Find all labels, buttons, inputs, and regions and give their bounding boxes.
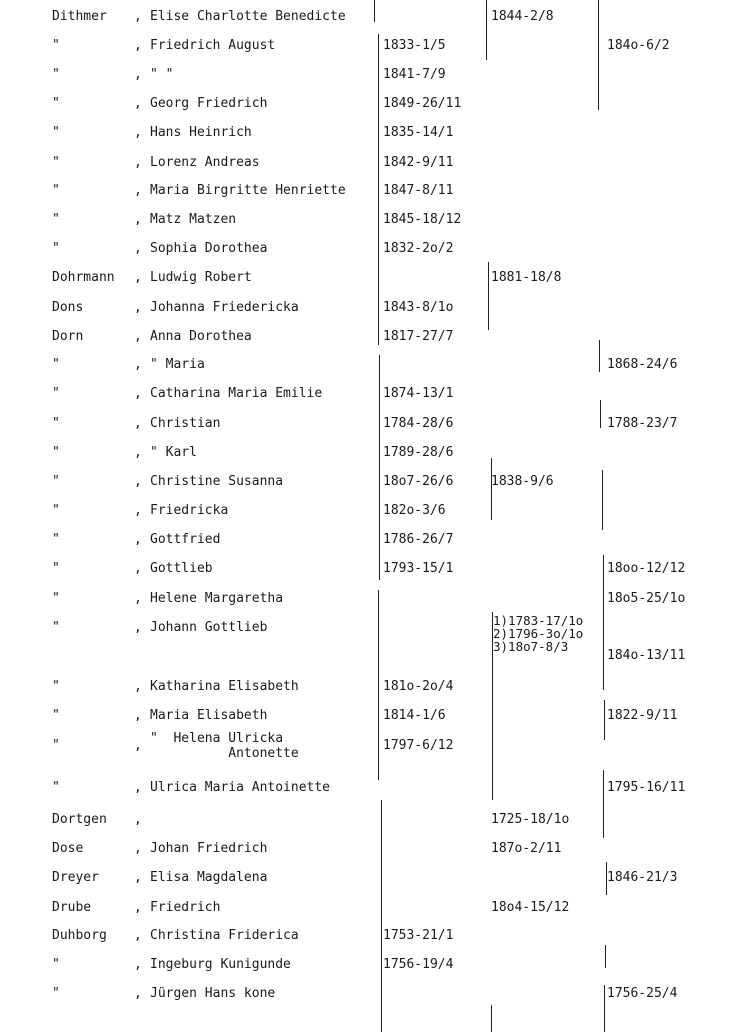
given-name-cell: " Helena Ulricka Antonette xyxy=(150,731,299,761)
given-name-cell: Gottfried xyxy=(150,532,221,547)
surname-cell: " xyxy=(52,67,60,82)
given-name-cell: Ludwig Robert xyxy=(150,270,252,285)
separator-comma: , xyxy=(134,957,142,972)
surname-cell: " xyxy=(52,503,60,518)
separator-comma: , xyxy=(134,591,142,606)
event-date-cell: 1838-9/6 xyxy=(491,474,554,489)
birth-date-cell: 1843-8/1o xyxy=(383,300,454,315)
surname-cell: " xyxy=(52,591,60,606)
given-name-cell: Elisa Magdalena xyxy=(150,870,268,885)
death-date-cell: 1846-21/3 xyxy=(607,870,678,885)
surname-cell: Dons xyxy=(52,300,84,315)
separator-comma: , xyxy=(134,212,142,227)
given-name-cell: Friedrich August xyxy=(150,38,276,53)
separator-comma: , xyxy=(134,928,142,943)
death-date-cell: 184o-13/11 xyxy=(607,648,686,663)
surname-cell: " xyxy=(52,125,60,140)
event-date-cell: 18o4-15/12 xyxy=(491,900,570,915)
column-rule xyxy=(488,262,489,330)
event-date-cell: 187o-2/11 xyxy=(491,841,562,856)
given-name-cell: Johan Friedrich xyxy=(150,841,268,856)
birth-date-cell: 1849-26/11 xyxy=(383,96,462,111)
birth-date-cell: 1833-1/5 xyxy=(383,38,446,53)
separator-comma: , xyxy=(134,155,142,170)
event-date-cell: 1)1783-17/1o 2)1796-3o/1o 3)18o7-8/3 xyxy=(493,613,584,654)
separator-comma: , xyxy=(134,986,142,1001)
given-name-cell: Johann Gottlieb xyxy=(150,620,268,635)
given-name-cell: Hans Heinrich xyxy=(150,125,252,140)
given-name-cell: Helene Margaretha xyxy=(150,591,284,606)
column-rule xyxy=(379,355,380,580)
column-rule xyxy=(600,400,601,428)
separator-comma: , xyxy=(134,38,142,53)
given-name-cell: " " xyxy=(150,67,174,82)
separator-comma: , xyxy=(134,679,142,694)
separator-comma: , xyxy=(134,67,142,82)
separator-comma: , xyxy=(134,125,142,140)
death-date-cell: 1868-24/6 xyxy=(607,357,678,372)
birth-date-cell: 1845-18/12 xyxy=(383,212,462,227)
separator-comma: , xyxy=(134,300,142,315)
separator-comma: , xyxy=(134,738,142,753)
given-name-cell: Christina Friderica xyxy=(150,928,299,943)
given-name-cell: " Karl xyxy=(150,445,197,460)
separator-comma: , xyxy=(134,780,142,795)
separator-comma: , xyxy=(134,416,142,431)
separator-comma: , xyxy=(134,900,142,915)
surname-cell: " xyxy=(52,957,60,972)
birth-date-cell: 1797-6/12 xyxy=(383,738,454,753)
separator-comma: , xyxy=(134,9,142,24)
birth-date-cell: 1817-27/7 xyxy=(383,329,454,344)
surname-cell: Dose xyxy=(52,841,84,856)
given-name-cell: Ingeburg Kunigunde xyxy=(150,957,291,972)
surname-cell: " xyxy=(52,620,60,635)
death-date-cell: 1788-23/7 xyxy=(607,416,678,431)
given-name-cell: " Maria xyxy=(150,357,205,372)
death-date-cell: 18oo-12/12 xyxy=(607,561,686,576)
death-date-cell: 1822-9/11 xyxy=(607,708,678,723)
separator-comma: , xyxy=(134,812,142,827)
given-name-cell: Anna Dorothea xyxy=(150,329,252,344)
given-name-cell: Christian xyxy=(150,416,221,431)
given-name-cell: Christine Susanna xyxy=(150,474,284,489)
surname-cell: " xyxy=(52,738,60,753)
surname-cell: " xyxy=(52,679,60,694)
column-rule xyxy=(486,0,487,60)
given-name-cell: Johanna Friedericka xyxy=(150,300,299,315)
event-date-cell: 1881-18/8 xyxy=(491,270,562,285)
surname-cell: " xyxy=(52,445,60,460)
surname-cell: " xyxy=(52,986,60,1001)
separator-comma: , xyxy=(134,841,142,856)
birth-date-cell: 1841-7/9 xyxy=(383,67,446,82)
separator-comma: , xyxy=(134,561,142,576)
column-rule xyxy=(378,34,379,345)
given-name-cell: Katharina Elisabeth xyxy=(150,679,299,694)
birth-date-cell: 1835-14/1 xyxy=(383,125,454,140)
birth-date-cell: 1832-2o/2 xyxy=(383,241,454,256)
column-rule xyxy=(605,945,606,968)
surname-cell: " xyxy=(52,561,60,576)
separator-comma: , xyxy=(134,445,142,460)
surname-cell: " xyxy=(52,183,60,198)
separator-comma: , xyxy=(134,270,142,285)
surname-cell: " xyxy=(52,780,60,795)
surname-cell: " xyxy=(52,357,60,372)
column-rule xyxy=(491,1005,492,1032)
column-rule xyxy=(603,770,604,838)
event-date-cell: 1844-2/8 xyxy=(491,9,554,24)
surname-cell: " xyxy=(52,708,60,723)
birth-date-cell: 1814-1/6 xyxy=(383,708,446,723)
event-date-cell: 1725-18/1o xyxy=(491,812,570,827)
separator-comma: , xyxy=(134,708,142,723)
separator-comma: , xyxy=(134,503,142,518)
given-name-cell: Sophia Dorothea xyxy=(150,241,268,256)
column-rule xyxy=(602,470,603,530)
death-date-cell: 184o-6/2 xyxy=(607,38,670,53)
birth-date-cell: 1847-8/11 xyxy=(383,183,454,198)
column-rule xyxy=(599,340,600,372)
surname-cell: Dreyer xyxy=(52,870,99,885)
separator-comma: , xyxy=(134,532,142,547)
separator-comma: , xyxy=(134,474,142,489)
birth-date-cell: 1786-26/7 xyxy=(383,532,454,547)
separator-comma: , xyxy=(134,183,142,198)
column-rule xyxy=(378,590,379,780)
surname-cell: " xyxy=(52,212,60,227)
birth-date-cell: 1842-9/11 xyxy=(383,155,454,170)
given-name-cell: Gottlieb xyxy=(150,561,213,576)
surname-cell: Dithmer xyxy=(52,9,107,24)
column-rule xyxy=(491,458,492,520)
surname-cell: " xyxy=(52,96,60,111)
birth-date-cell: 1756-19/4 xyxy=(383,957,454,972)
surname-cell: " xyxy=(52,474,60,489)
separator-comma: , xyxy=(134,870,142,885)
column-rule xyxy=(604,700,605,740)
birth-date-cell: 1753-21/1 xyxy=(383,928,454,943)
column-rule xyxy=(604,985,605,1032)
birth-date-cell: 1793-15/1 xyxy=(383,561,454,576)
surname-cell: Dorn xyxy=(52,329,84,344)
surname-cell: " xyxy=(52,386,60,401)
birth-date-cell: 1874-13/1 xyxy=(383,386,454,401)
death-date-cell: 1756-25/4 xyxy=(607,986,678,1001)
given-name-cell: Maria Elisabeth xyxy=(150,708,268,723)
birth-date-cell: 181o-2o/4 xyxy=(383,679,454,694)
birth-date-cell: 1789-28/6 xyxy=(383,445,454,460)
surname-cell: " xyxy=(52,416,60,431)
surname-cell: " xyxy=(52,38,60,53)
surname-cell: Duhborg xyxy=(52,928,107,943)
column-rule xyxy=(598,0,599,110)
death-date-cell: 18o5-25/1o xyxy=(607,591,686,606)
surname-cell: " xyxy=(52,241,60,256)
given-name-cell: Lorenz Andreas xyxy=(150,155,260,170)
column-rule xyxy=(381,800,382,1032)
birth-date-cell: 182o-3/6 xyxy=(383,503,446,518)
given-name-cell: Matz Matzen xyxy=(150,212,237,227)
given-name-cell: Friedrich xyxy=(150,900,221,915)
given-name-cell: Georg Friedrich xyxy=(150,96,268,111)
surname-cell: " xyxy=(52,532,60,547)
surname-cell: Drube xyxy=(52,900,92,915)
separator-comma: , xyxy=(134,241,142,256)
surname-cell: Dortgen xyxy=(52,812,107,827)
separator-comma: , xyxy=(134,386,142,401)
column-rule xyxy=(603,555,604,690)
given-name-cell: Ulrica Maria Antoinette xyxy=(150,780,331,795)
death-date-cell: 1795-16/11 xyxy=(607,780,686,795)
birth-date-cell: 18o7-26/6 xyxy=(383,474,454,489)
given-name-cell: Maria Birgritte Henriette xyxy=(150,183,346,198)
separator-comma: , xyxy=(134,357,142,372)
surname-cell: " xyxy=(52,155,60,170)
surname-cell: Dohrmann xyxy=(52,270,115,285)
given-name-cell: Jürgen Hans kone xyxy=(150,986,276,1001)
given-name-cell: Elise Charlotte Benedicte xyxy=(150,9,346,24)
separator-comma: , xyxy=(134,329,142,344)
given-name-cell: Friedricka xyxy=(150,503,229,518)
separator-comma: , xyxy=(134,620,142,635)
given-name-cell: Catharina Maria Emilie xyxy=(150,386,323,401)
birth-date-cell: 1784-28/6 xyxy=(383,416,454,431)
separator-comma: , xyxy=(134,96,142,111)
column-rule xyxy=(374,0,375,22)
